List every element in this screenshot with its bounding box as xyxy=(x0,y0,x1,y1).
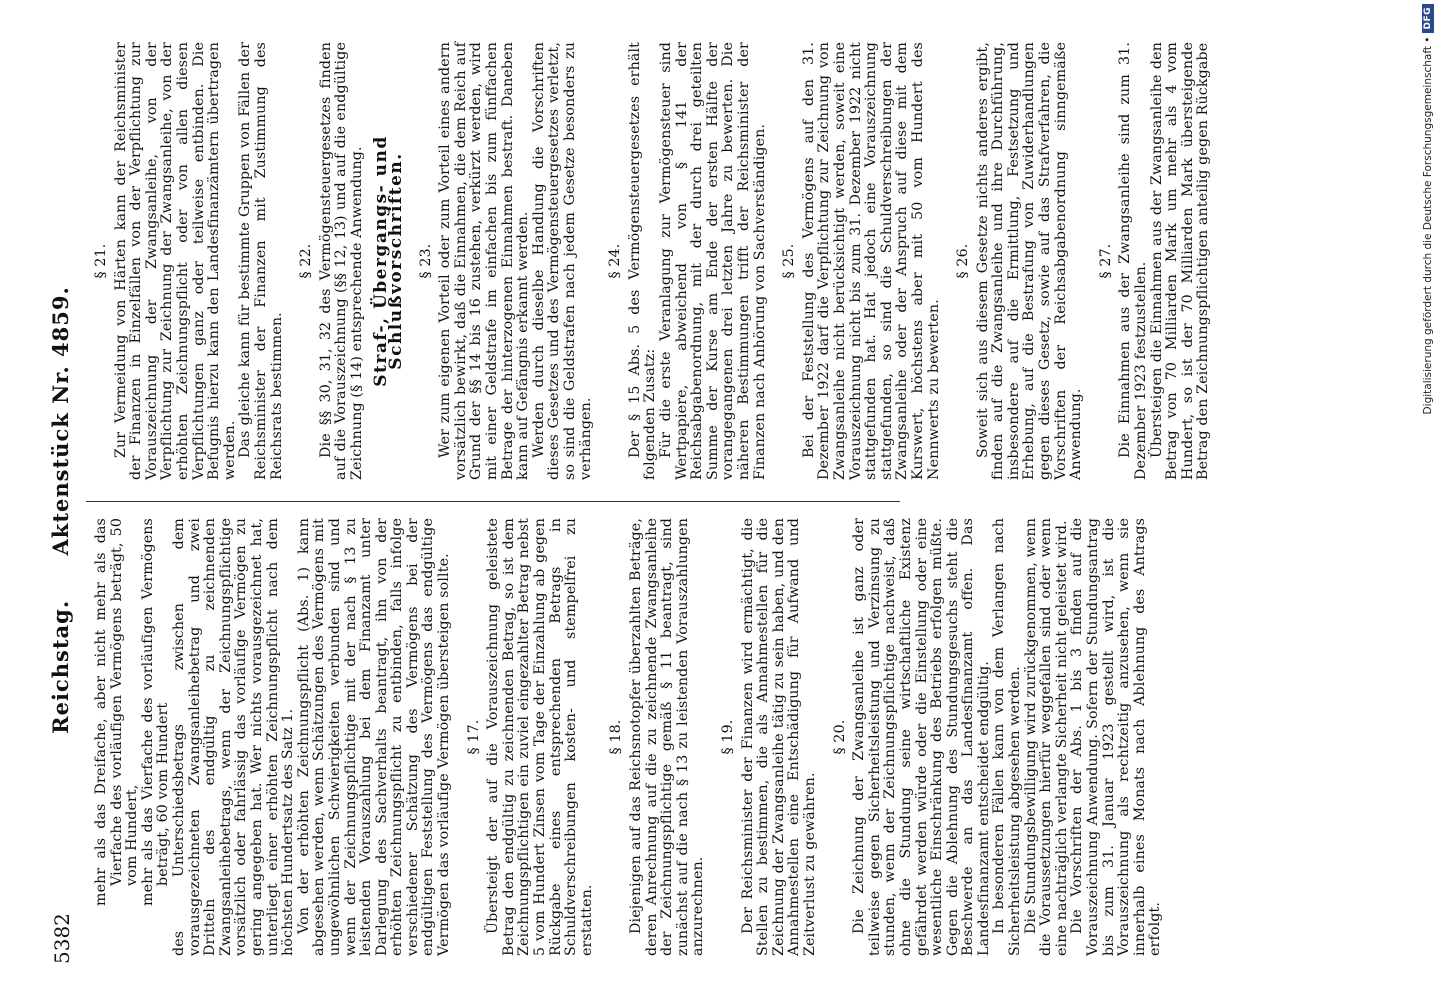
section-heading: § 23. xyxy=(417,243,434,279)
left-column xyxy=(94,518,1164,956)
section-heading: § 24. xyxy=(607,243,624,279)
paragraph: Übersteigen die Einnahmen aus der Zwangsanleihe den Betrag von 70 Milliarden Mark um mehr als 4 vom Hundert, so ist der 70 Milliarden Mark übersteigende Betrag den Zeichnungspflichtigen anteilig gegen Rückgabe xyxy=(1148,42,1212,480)
paragraph: Die Vorschriften der Abs. 1 bis 3 finden auf die Vorauszeichnung Anwendung. Sofern der Stundungsantrag bis zum 31. Januar 1923 gestellt wird, ist die Vorauszeichnung als rechtzeitig anzusehen, wenn sie innerhalb eines Monats nach Ablehnung des Antrags erfolgt. xyxy=(1069,518,1164,956)
paragraph: Diejenigen auf das Reichsnotopfer überzahlten Beträge, deren Anrechnung auf die zu zeichnende Zwangsanleihe der Zeichnungspflichtige gemäß § 11 beantragt, sind zunächst auf die nach § 13 zu leistenden Vorauszahlungen anzurechnen. xyxy=(628,518,707,956)
paragraph: Für die erste Veranlagung zur Vermögensteuer sind Wertpapiere, abweichend von § 141 der Reichsabgabenordnung, mit der durch drei geteilten Summe der Kurse am Ende der ersten Hälfte der vorangegangenen drei letzten Jahre zu bewerten. Die näheren Bestimmungen trifft der Reichsminister der Finanzen nach Anhörung von Sachverständigen. xyxy=(658,42,768,480)
rotated-page-scan xyxy=(30,42,1212,970)
section-heading: § 22. xyxy=(298,243,315,279)
paragraph: des Unterschiedsbetrags zwischen dem vorausgezeichneten Zwangsanleihebetrag und zwei Dritteln des endgültig zu zeichnenden Zwangsanleihebetrags, wenn der Zeichnungspflichtige vorsätzlich oder fahrlässig das vorläufige Vermögen zu gering angegeben hat. Wer nichts vorausgezeichnet hat, unterliegt einer erhöhten Zeichnungspflicht nach dem höchsten Hundertsatz des Satz 1. xyxy=(170,518,297,956)
section-heading: § 19. xyxy=(719,719,736,755)
right-column xyxy=(94,42,1212,480)
section-heading: § 17. xyxy=(465,719,482,755)
section-heading: § 21. xyxy=(93,243,109,279)
paragraph: Die §§ 30, 31, 32 des Vermögensteuergesetzes finden auf die Vorauszeichnung (§§ 12, 13) und auf die endgültige Zeichnung (§ 14) entsprechende Anwendung. xyxy=(317,42,365,480)
section-heading: § 26. xyxy=(955,243,972,279)
paragraph: Die Stundungsbewilligung wird zurückgenommen, wenn die Voraussetzungen hierfür weggefallen sind oder wenn eine nachträglich verlangte Sicherheit nicht geleistet wird. xyxy=(1022,517,1070,956)
paragraph: Der Reichsminister der Finanzen wird ermächtigt, die Stellen zu bestimmen, die als Annahmestellen für die Zeichnung der Zwangsanleihe tätig zu sein haben, und den Annahmestellen eine Entschädigung für Aufwand und Zeitverlust zu gewähren. xyxy=(739,518,818,956)
credit-text: Digitalisierung gefördert durch die Deutsche Forschungsgemeinschaft • xyxy=(1422,36,1434,415)
paragraph: mehr als das Dreifache, aber nicht mehr als das Vierfache des vorläufigen Vermögens beträgt, 50 vom Hundert, xyxy=(93,518,141,906)
page-number: 5382 xyxy=(50,913,74,964)
paragraph: Die Zeichnung der Zwangsanleihe ist ganz oder teilweise gegen Sicherheitsleistung und Verzinsung zu stunden, wenn der Zeichnungspflichtige nachweist, daß ohne die Stundung seine wirtschaftliche Existenz gefährdet werden würde oder die Einstellung oder eine wesentliche Einschränkung des Betriebs erfolgen müßte. Gegen die Ablehnung des Stundungsgesuchs steht die Beschwerde an das Landesfinanzamt offen. Das Landesfinanzamt entscheidet endgültig. xyxy=(851,518,992,956)
paragraph: Übersteigt der auf die Vorauszeichnung geleistete Betrag den endgültig zu zeichnenden Betrag, so ist dem Zeichnungspflichtigen ein zuviel eingezahlter Betrag nebst 5 vom Hundert Zinsen vom Tage der Einzahlung ab gegen Rückgabe eines entsprechenden Betrags in Schuldverschreibungen kosten- und stempelfrei zu erstatten. xyxy=(485,518,595,956)
header-title: Reichstag. xyxy=(48,599,73,734)
section-heading: § 27. xyxy=(1097,243,1114,279)
section-heading: § 25. xyxy=(781,243,798,279)
paragraph: Soweit sich aus diesem Gesetze nichts anderes ergibt, finden auf die Zwangsanleihe und ihre Durchführung, insbesondere auf die Ermittlung, Festsetzung und Erhebung, auf die Bestrafung von Zuwiderhandlungen gegen dieses Gesetz, sowie auf das Strafverfahren, die Vorschriften der Reichsabgabenordnung sinngemäße Anwendung. xyxy=(974,42,1085,480)
paragraph: Werden durch dieselbe Handlung die Vorschriften dieses Gesetzes und des Vermögensteuergesetzes verletzt, so sind die Geldstrafen nach jedem Gesetze besonders zu verhängen. xyxy=(530,42,594,480)
paragraph: Der § 15 Abs. 5 des Vermögensteuergesetzes erhält folgenden Zusatz: xyxy=(626,42,659,480)
section-heading: § 20. xyxy=(831,719,848,755)
paragraph: Das gleiche kann für bestimmte Gruppen von Fällen der Reichsminister der Finanzen mit Zustimmung des Reichsrats bestimmen. xyxy=(237,42,285,480)
page-header xyxy=(44,56,84,964)
dfg-logo: DFG xyxy=(1422,4,1434,33)
paragraph: Bei der Feststellung des Vermögens auf den 31. Dezember 1922 darf die Verpflichtung zur Zeichnung von Zwangsanleihe nicht berücksichtigt werden, soweit eine Vorauszeichnung nicht bis zum 31. Dezember 1922 nicht stattgefunden hat. Hat jedoch eine Vorauszeichnung stattgefunden, so sind die Schuldverschreibungen der Zwangsanleihe oder der Anspruch auf diese mit dem Kurswert, höchstens aber mit 50 vom Hundert des Nennwerts zu bewerten. xyxy=(800,42,942,480)
digitization-credit xyxy=(1418,4,1434,974)
section-heading: § 18. xyxy=(608,719,625,755)
paragraph: Zur Vermeidung von Härten kann der Reichsminister der Finanzen in Einzelfällen von der Verpflichtung zur Vorauszeichnung der Zwangsanleihe, von der Verpflichtung zur Zeichnung der Zwangsanleihe, von der erhöhten Zeichnungspflicht oder von allen diesen Verpflichtungen ganz oder teilweise entbinden. Die Befugnis hierzu kann den Landesfinanzämtern übertragen werden. xyxy=(112,42,238,480)
paragraph: In besonderen Fällen kann von dem Verlangen nach Sicherheitsleistung abgesehen werden. xyxy=(991,518,1024,956)
paragraph: Von der erhöhten Zeichnungspflicht (Abs. 1) kann abgesehen werden, wenn Schätzungen des Vermögens mit ungewöhnlichen Schwierigkeiten verbunden sind und wenn der Zeichnungspflichtige mit der nach § 13 zu leistenden Vorauszahlung bei dem Finanzamt unter Darlegung des Sachverhalts beantragt, ihn von der erhöhten Zeichnungspflicht zu entbinden, falls infolge verschiedener Schätzung des Vermögens bei der endgültigen Feststellung des Vermögens das endgültige Vermögen das vorläufige Vermögen übersteigen sollte. xyxy=(295,518,453,956)
paragraph: Die Einnahmen aus der Zwangsanleihe sind zum 31. Dezember 1923 festzustellen. xyxy=(1117,42,1150,480)
header-document-number: Aktenstück Nr. 4859. xyxy=(48,286,73,556)
paragraph: Wer zum eigenen Vorteil oder zum Vorteil eines andern vorsätzlich bewirkt, daß die Einnahmen, die dem Reich auf Grund der §§ 14 bis 16 zustehen, verkürzt werden, wird mit einer Geldstrafe im einfachen bis zum fünffachen Betrage der hinterzogenen Einnahmen bestraft. Daneben kann auf Gefängnis erkannt werden. xyxy=(437,42,532,480)
column-divider xyxy=(86,501,900,502)
paragraph: mehr als das Vierfache des vorläufigen Vermögens beträgt, 60 vom Hundert xyxy=(139,518,172,906)
chapter-heading: Straf-, Übergangs- und Schlußvorschriften. xyxy=(370,135,407,387)
